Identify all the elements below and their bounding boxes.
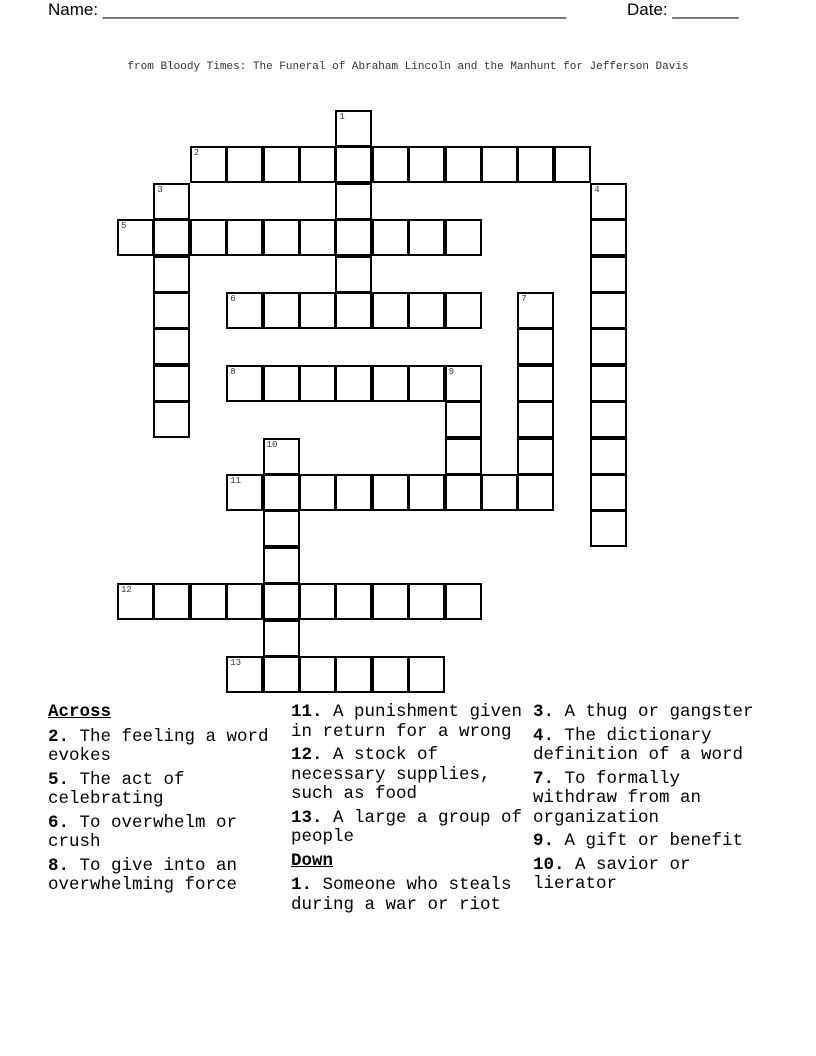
grid-cell[interactable]	[263, 547, 300, 584]
grid-cell[interactable]	[263, 292, 300, 329]
grid-cell[interactable]	[263, 474, 300, 511]
grid-cell[interactable]	[408, 656, 445, 693]
grid-cell[interactable]	[117, 219, 154, 256]
grid-cell[interactable]	[517, 292, 554, 329]
grid-cell[interactable]	[117, 583, 154, 620]
grid-cell[interactable]	[226, 474, 263, 511]
clue-column-3	[533, 703, 758, 899]
grid-cell[interactable]	[517, 438, 554, 475]
grid-cell[interactable]	[263, 620, 300, 657]
grid-cell[interactable]	[372, 583, 409, 620]
grid-cell[interactable]	[517, 146, 554, 183]
grid-cell[interactable]	[153, 219, 190, 256]
grid-cell[interactable]	[153, 401, 190, 438]
grid-cell[interactable]	[153, 183, 190, 220]
grid-cell[interactable]	[263, 438, 300, 475]
clue-down-1: 1. Someone who steals during a war or riot	[291, 875, 512, 915]
grid-cell[interactable]	[590, 328, 627, 365]
grid-cell[interactable]	[299, 365, 336, 402]
grid-cell[interactable]	[226, 219, 263, 256]
name-field-label: Name: _________________________________________________	[48, 0, 567, 19]
clue-down-4: 4. The dictionary definition of a word	[533, 725, 744, 765]
grid-cell[interactable]	[445, 365, 482, 402]
clue-number-label: 3	[157, 184, 163, 195]
grid-cell[interactable]	[153, 256, 190, 293]
grid-cell[interactable]	[335, 256, 372, 293]
clue-number-label: 4	[594, 184, 600, 195]
grid-cell[interactable]	[408, 474, 445, 511]
clue-across-2: 2. The feeling a word evokes	[48, 726, 269, 766]
grid-cell[interactable]	[408, 365, 445, 402]
grid-cell[interactable]	[190, 219, 227, 256]
grid-cell[interactable]	[153, 328, 190, 365]
clue-column-2	[291, 703, 526, 919]
puzzle-subtitle: from Bloody Times: The Funeral of Abraham Lincoln and the Manhunt for Jefferson Davis	[127, 61, 689, 73]
grid-cell[interactable]	[335, 146, 372, 183]
grid-cell[interactable]	[335, 474, 372, 511]
clue-number-label: 8	[230, 366, 236, 377]
grid-cell[interactable]	[335, 219, 372, 256]
clue-number-label: 5	[121, 221, 127, 232]
clue-across-13: 13. A large a group of people	[291, 807, 523, 847]
grid-cell[interactable]	[590, 438, 627, 475]
grid-cell[interactable]	[372, 292, 409, 329]
grid-cell[interactable]	[590, 292, 627, 329]
grid-cell[interactable]	[481, 146, 518, 183]
grid-cell[interactable]	[445, 292, 482, 329]
grid-cell[interactable]	[226, 365, 263, 402]
clue-down-3: 3. A thug or gangster	[533, 702, 754, 722]
date-field-label: Date: _______	[627, 0, 739, 19]
grid-cell[interactable]	[590, 401, 627, 438]
grid-cell[interactable]	[372, 656, 409, 693]
grid-cell[interactable]	[408, 146, 445, 183]
grid-cell[interactable]	[335, 110, 372, 147]
grid-cell[interactable]	[299, 656, 336, 693]
clue-across-12: 12. A stock of necessary supplies, such as food	[291, 745, 491, 804]
clue-down-7: 7. To formally withdraw from an organization	[533, 768, 702, 828]
clue-across-6: 6. To overwhelm or crush	[48, 812, 238, 852]
clue-column-1	[48, 703, 276, 900]
grid-cell[interactable]	[335, 656, 372, 693]
grid-cell[interactable]	[226, 146, 263, 183]
clue-across-5: 5. The act of celebrating	[48, 769, 185, 809]
grid-cell[interactable]	[554, 146, 591, 183]
grid-cell[interactable]	[590, 219, 627, 256]
grid-cell[interactable]	[445, 474, 482, 511]
clue-number-label: 10	[266, 439, 278, 450]
grid-cell[interactable]	[263, 656, 300, 693]
grid-cell[interactable]	[372, 474, 409, 511]
grid-cell[interactable]	[408, 583, 445, 620]
grid-cell[interactable]	[372, 365, 409, 402]
grid-cell[interactable]	[226, 292, 263, 329]
grid-cell[interactable]	[445, 438, 482, 475]
grid-cell[interactable]	[299, 146, 336, 183]
grid-cell[interactable]	[445, 146, 482, 183]
grid-cell[interactable]	[590, 256, 627, 293]
grid-cell[interactable]	[517, 401, 554, 438]
clue-number-label: 2	[193, 148, 200, 159]
grid-cell[interactable]	[299, 583, 336, 620]
grid-cell[interactable]	[153, 365, 190, 402]
down-heading: Down	[291, 850, 334, 871]
grid-cell[interactable]	[408, 292, 445, 329]
grid-cell[interactable]	[335, 583, 372, 620]
grid-cell[interactable]	[263, 146, 300, 183]
grid-cell[interactable]	[517, 474, 554, 511]
grid-cell[interactable]	[263, 219, 300, 256]
grid-cell[interactable]	[299, 219, 336, 256]
clue-down-9: 9. A gift or benefit	[533, 831, 744, 851]
grid-cell[interactable]	[590, 183, 627, 220]
clue-down-10: 10. A savior or lierator	[533, 854, 691, 894]
grid-cell[interactable]	[153, 583, 190, 620]
grid-cell[interactable]	[408, 219, 445, 256]
clue-number-label: 6	[230, 294, 236, 304]
grid-cell[interactable]	[590, 510, 627, 547]
grid-cell[interactable]	[590, 365, 627, 402]
grid-cell[interactable]	[190, 583, 227, 620]
clue-number-label: 9	[448, 366, 454, 377]
clue-number-label: 7	[521, 294, 527, 304]
grid-cell[interactable]	[226, 583, 263, 620]
grid-cell[interactable]	[372, 219, 409, 256]
grid-cell[interactable]	[335, 183, 372, 220]
clue-across-8: 8. To give into an overwhelming force	[48, 855, 238, 895]
grid-cell[interactable]	[263, 583, 300, 620]
grid-cell[interactable]	[445, 401, 482, 438]
grid-cell[interactable]	[445, 219, 482, 256]
grid-cell[interactable]	[517, 328, 554, 365]
clue-number-label: 12	[121, 585, 132, 596]
grid-cell[interactable]	[299, 292, 336, 329]
clue-number-label: 11	[230, 476, 241, 486]
grid-cell[interactable]	[372, 146, 409, 183]
grid-cell[interactable]	[335, 365, 372, 402]
grid-cell[interactable]	[263, 365, 300, 402]
clue-across-11: 11. A punishment given in return for a wrong	[291, 702, 523, 742]
grid-cell[interactable]	[299, 474, 336, 511]
grid-cell[interactable]	[590, 474, 627, 511]
grid-cell[interactable]	[517, 365, 554, 402]
grid-cell[interactable]	[445, 583, 482, 620]
grid-cell[interactable]	[335, 292, 372, 329]
grid-cell[interactable]	[153, 292, 190, 329]
grid-cell[interactable]	[226, 656, 263, 693]
clue-number-label: 13	[230, 658, 241, 668]
grid-cell[interactable]	[263, 510, 300, 547]
clue-number-label: 1	[339, 112, 345, 122]
across-heading: Across	[48, 702, 112, 722]
grid-cell[interactable]	[190, 146, 227, 183]
grid-cell[interactable]	[481, 474, 518, 511]
